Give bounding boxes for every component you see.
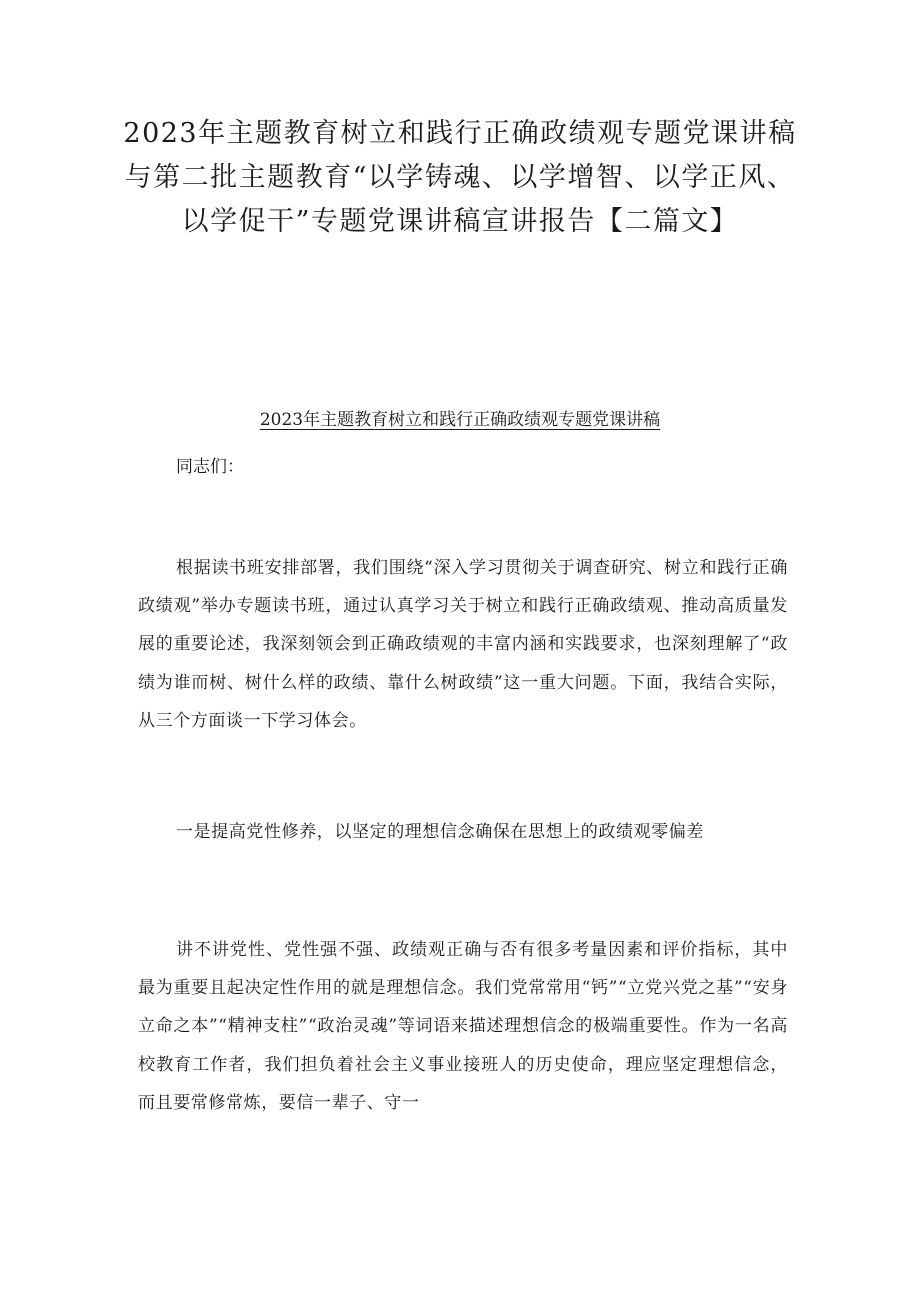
body-paragraph: 根据读书班安排部署，我们围绕“深入学习贯彻关于调查研究、树立和践行正确政绩观”举办专题读书班，通过认真学习关于树立和践行正确政绩观、推动高质量发展的重要论述，我深刻领会到正确政绩观的丰富内涵和实践要求，也深刻理解了“政绩为谁而树、树什么样的政绩、靠什么树政绩”这一重大问题。下面，我结合实际，从三个方面谈一下学习体会。 <box>138 558 788 731</box>
subheading-paragraph: 一是提高党性修养，以坚定的理想信念确保在思想上的政绩观零偏差 <box>176 822 704 842</box>
document-title: 2023年主题教育树立和践行正确政绩观专题党课讲稿与第二批主题教育“以学铸魂、以学增智、以学正风、以学促干”专题党课讲稿宣讲报告【二篇文】 <box>123 118 797 237</box>
body-paragraph: 讲不讲党性、党性强不强、政绩观正确与否有很多考量因素和评价指标，其中最为重要且起决定性作用的就是理想信念。我们党常常用“钙”“立党兴党之基”“安身立命之本”“精神支柱”“政治灵魂”等词语来描述理想信念的极端重要性。作为一名高校教育工作者，我们担负着社会主义事业接班人的历史使命，理应坚定理想信念，而且要常修常炼，要信一辈子、守一 <box>138 940 788 1113</box>
salutation: 同志们： <box>176 457 244 477</box>
section-heading: 2023年主题教育树立和践行正确政绩观专题党课讲稿 <box>259 410 661 430</box>
